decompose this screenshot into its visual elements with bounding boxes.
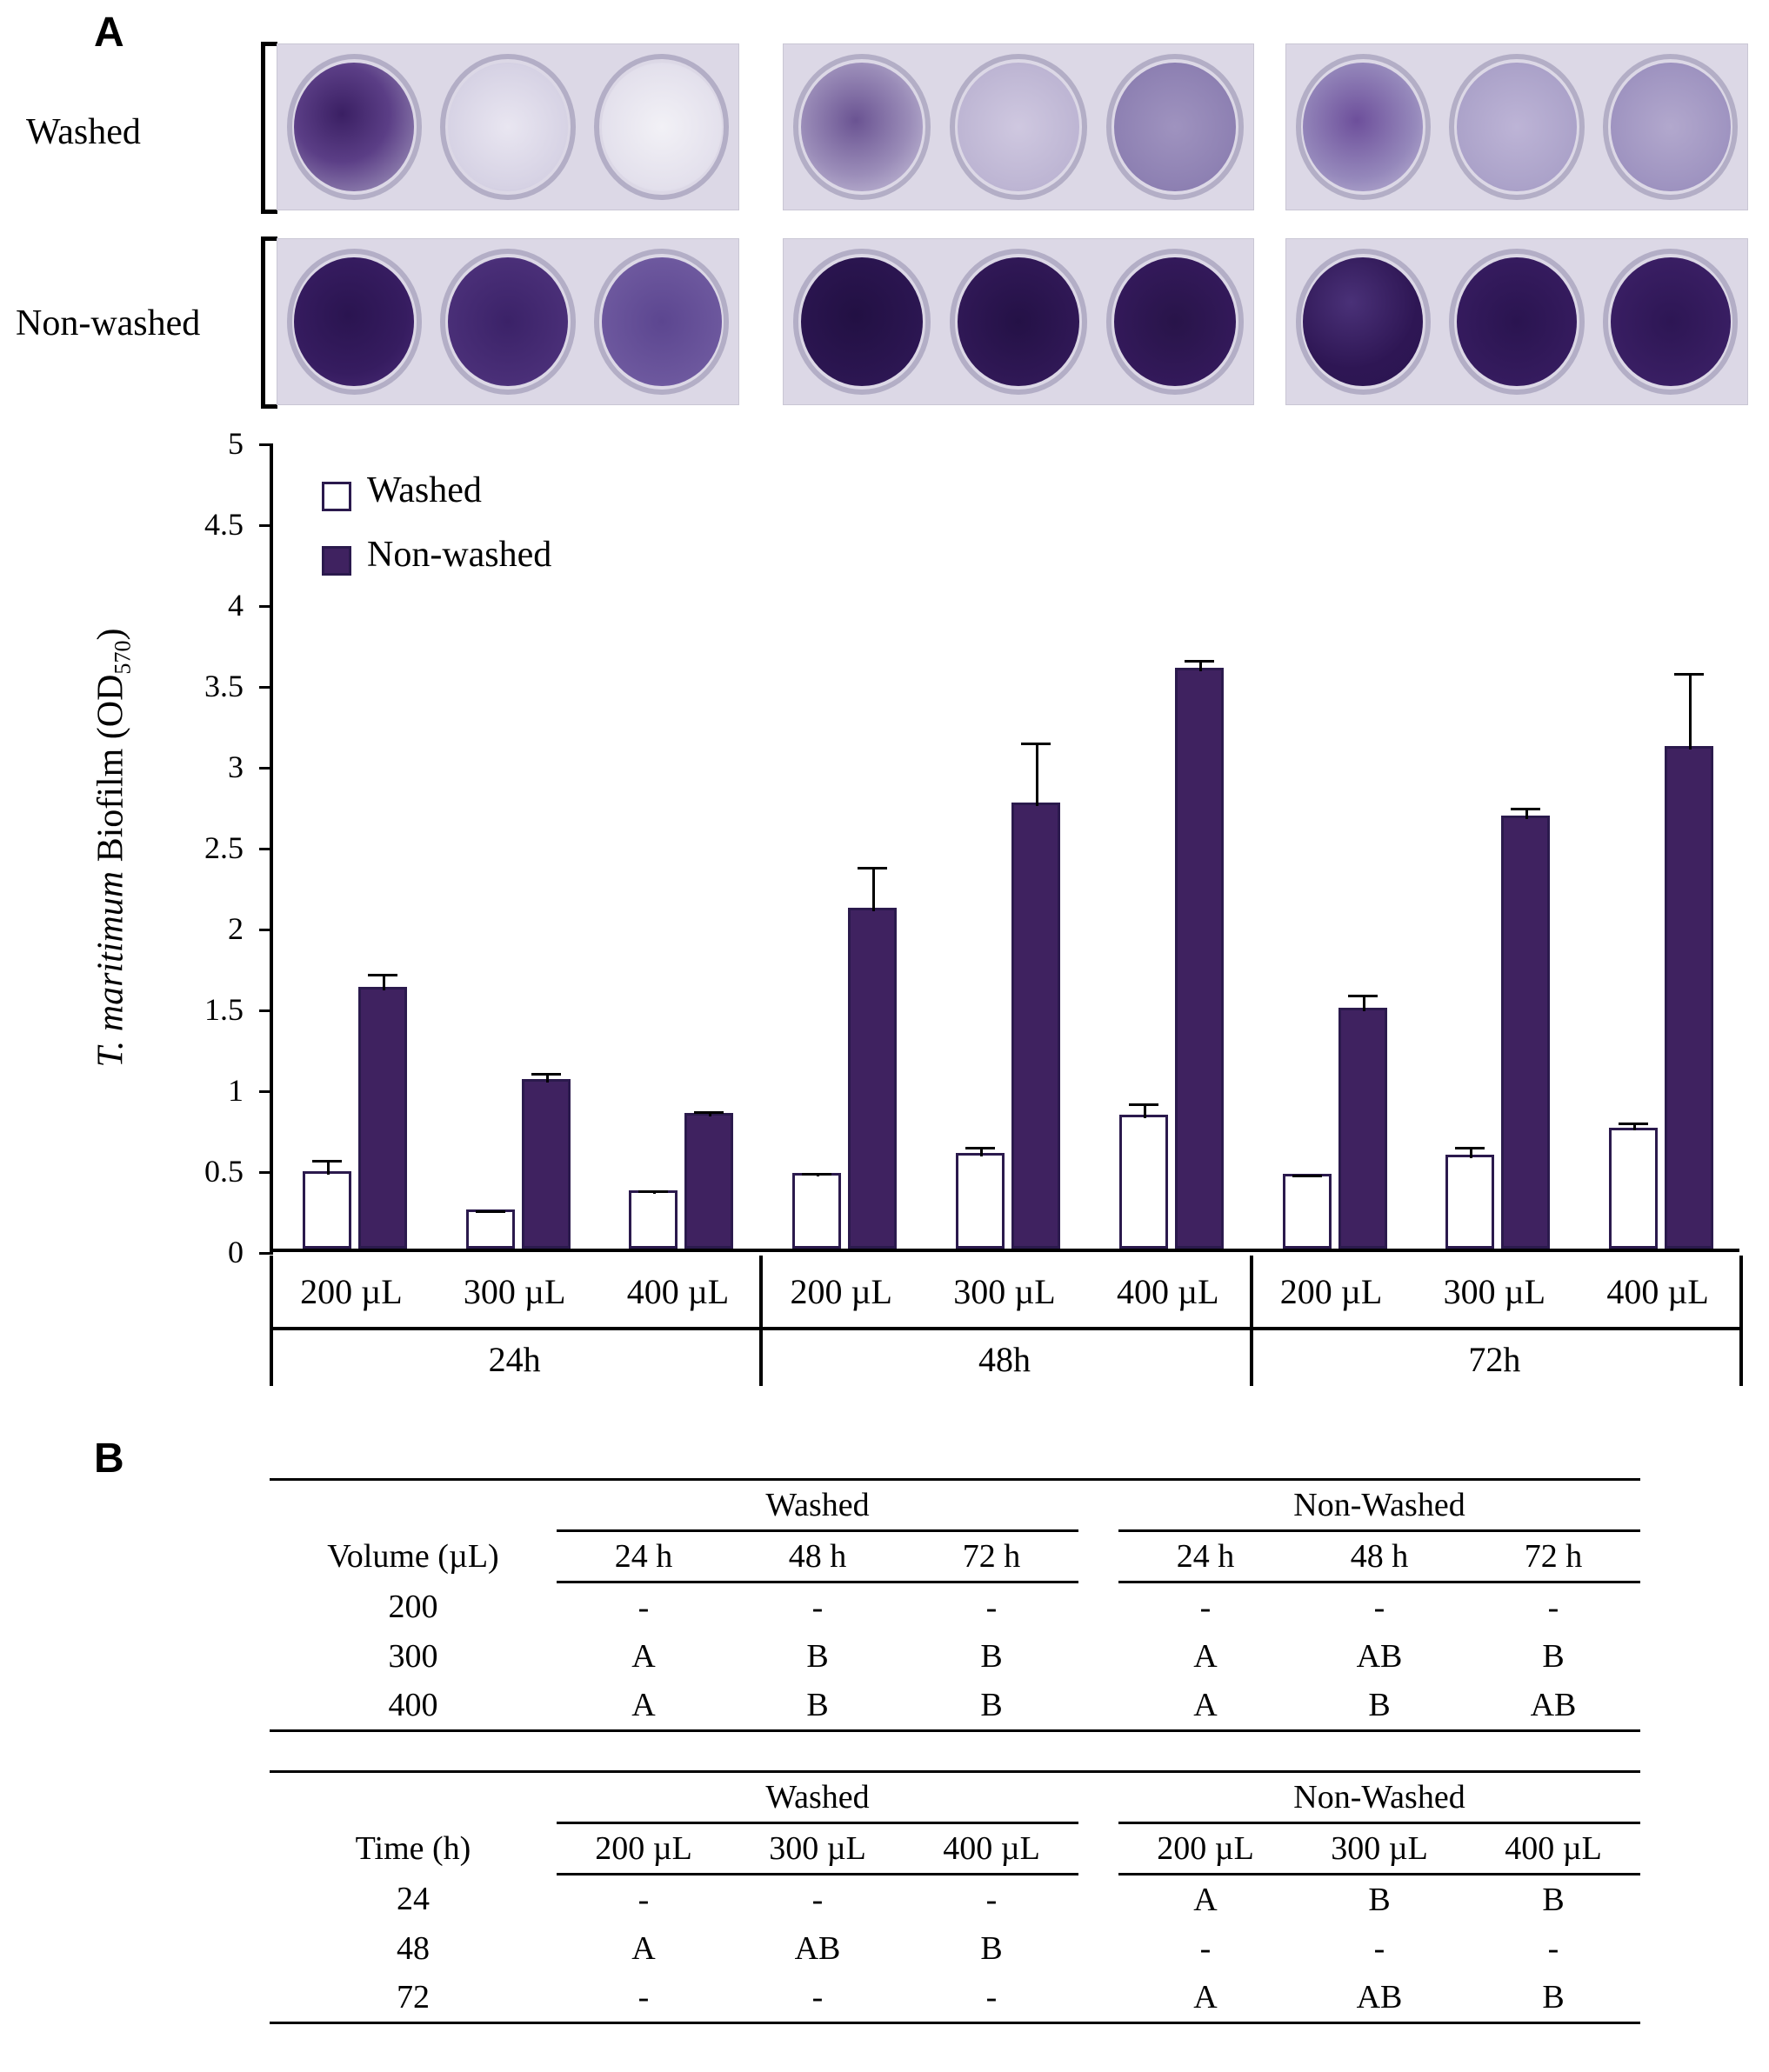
x-tick-label: 200 µL bbox=[300, 1272, 403, 1311]
table-group-header bbox=[270, 1480, 1640, 1531]
y-axis-title: T. maritimum Biofilm $(OD_{570})$ bbox=[90, 628, 136, 1068]
group-separator bbox=[1739, 1256, 1743, 1386]
row-label: 24 bbox=[397, 1881, 430, 1918]
bar bbox=[1338, 1008, 1387, 1249]
bracket-washed bbox=[261, 42, 277, 214]
table-cell: - bbox=[985, 1882, 998, 1918]
bar bbox=[358, 987, 407, 1249]
error-bar-cap bbox=[858, 867, 887, 869]
well bbox=[940, 239, 1097, 404]
y-tick-label: 1.5 bbox=[204, 992, 244, 1027]
photo-strip-washed-48h bbox=[783, 43, 1254, 210]
well bbox=[1440, 44, 1594, 210]
y-tick-mark bbox=[259, 848, 273, 850]
table-cell: B bbox=[1292, 1681, 1466, 1731]
y-tick-mark bbox=[259, 605, 273, 608]
error-bar-cap bbox=[1511, 808, 1540, 810]
table-row bbox=[270, 1973, 1640, 2023]
column-header: 72 h bbox=[905, 1531, 1078, 1582]
bar bbox=[303, 1171, 351, 1249]
x-tick-label: 300 µL bbox=[953, 1272, 1056, 1311]
x-tick-label: 300 µL bbox=[1443, 1272, 1546, 1311]
bar bbox=[684, 1113, 733, 1249]
y-tick-mark bbox=[259, 1009, 273, 1012]
bar bbox=[522, 1079, 571, 1249]
bar bbox=[1665, 746, 1713, 1249]
photo-strip-nonwashed-72h bbox=[1285, 238, 1748, 405]
photo-strip-nonwashed-24h bbox=[277, 238, 739, 405]
column-header: 400 µL bbox=[905, 1823, 1078, 1875]
table-cell: - bbox=[1199, 1930, 1212, 1967]
table-cell: A bbox=[557, 1681, 731, 1731]
photo-row-label-nonwashed: Non-washed bbox=[16, 303, 201, 343]
well bbox=[1286, 239, 1440, 404]
y-tick-mark bbox=[259, 443, 273, 446]
well bbox=[1097, 44, 1253, 210]
table-cell: A bbox=[1193, 1882, 1218, 1918]
well bbox=[431, 239, 585, 404]
error-bar-cap bbox=[1348, 995, 1378, 997]
x-tick-label: 200 µL bbox=[790, 1272, 892, 1311]
y-tick-label: 4.5 bbox=[204, 507, 244, 542]
well bbox=[277, 44, 431, 210]
x-tick-label: 400 µL bbox=[1117, 1272, 1219, 1311]
row-label: 300 bbox=[388, 1638, 438, 1675]
row-label: 400 bbox=[270, 1681, 557, 1731]
error-bar-cap bbox=[1185, 660, 1214, 663]
column-header: 300 µL bbox=[1292, 1823, 1466, 1875]
error-bar-cap bbox=[312, 1160, 342, 1163]
stat-tables bbox=[0, 1478, 1769, 2024]
error-bar bbox=[1689, 673, 1692, 749]
table-cell: B bbox=[1466, 1973, 1640, 2023]
table-cell: B bbox=[905, 1681, 1078, 1731]
photo-strip-washed-72h bbox=[1285, 43, 1748, 210]
y-tick-label: 3.5 bbox=[204, 669, 244, 703]
well bbox=[1286, 44, 1440, 210]
table-cell: A bbox=[1118, 1973, 1292, 2023]
table-cell: - bbox=[1373, 1930, 1385, 1967]
table-cell: AB bbox=[794, 1930, 841, 1967]
error-bar-cap bbox=[694, 1111, 724, 1114]
well bbox=[584, 44, 738, 210]
table-cell: - bbox=[731, 1973, 905, 2023]
error-bar-cap bbox=[802, 1173, 831, 1176]
error-bar-cap bbox=[638, 1190, 668, 1193]
group-header: Washed bbox=[557, 1480, 1078, 1531]
y-tick-mark bbox=[259, 686, 273, 689]
legend-label: Non-washed bbox=[367, 535, 552, 575]
table-row bbox=[270, 1875, 1640, 1925]
column-header: 200 µL bbox=[557, 1823, 731, 1875]
well bbox=[1593, 44, 1747, 210]
stat-table-volume bbox=[270, 1478, 1640, 1732]
y-tick-label: 2.5 bbox=[204, 830, 244, 865]
column-header: 48 h bbox=[731, 1531, 905, 1582]
table-corner bbox=[270, 1480, 557, 1531]
well bbox=[1440, 239, 1594, 404]
bar bbox=[629, 1190, 678, 1249]
bar bbox=[1501, 816, 1550, 1249]
table-row bbox=[270, 1582, 1640, 1633]
panel-b-letter: B bbox=[94, 1436, 124, 1482]
column-header: 24 h bbox=[557, 1531, 731, 1582]
photo-row-label-washed: Washed bbox=[26, 112, 141, 152]
legend-label: Washed bbox=[367, 470, 482, 510]
table-cell: - bbox=[1373, 1589, 1385, 1626]
x-tick-label: 200 µL bbox=[1279, 1272, 1383, 1311]
table-cell: B bbox=[980, 1930, 1003, 1967]
table-cell: B bbox=[980, 1638, 1003, 1675]
x-tick-label: 300 µL bbox=[463, 1272, 566, 1311]
bracket-nonwashed bbox=[261, 237, 277, 409]
well bbox=[940, 44, 1097, 210]
bar bbox=[1283, 1174, 1332, 1249]
row-label: 72 bbox=[270, 1973, 557, 2023]
axis-sub-line bbox=[270, 1327, 1739, 1330]
table-cell: AB bbox=[1356, 1638, 1403, 1675]
well bbox=[1097, 239, 1253, 404]
table-header-row bbox=[270, 1823, 1640, 1875]
error-bar-cap bbox=[1292, 1175, 1322, 1177]
stat-table-time bbox=[270, 1770, 1640, 2024]
error-bar-cap bbox=[1129, 1103, 1158, 1106]
table-cell: B bbox=[1542, 1882, 1565, 1918]
legend-swatch bbox=[322, 546, 351, 576]
bar bbox=[848, 908, 897, 1249]
group-label: 24h bbox=[488, 1340, 541, 1379]
table-cell: - bbox=[1547, 1930, 1559, 1967]
error-bar-cap bbox=[531, 1073, 561, 1076]
group-header: Washed bbox=[557, 1772, 1078, 1823]
y-tick-mark bbox=[259, 1171, 273, 1174]
row-header-title: Volume (µL) bbox=[327, 1538, 499, 1575]
y-tick-mark bbox=[259, 524, 273, 527]
table-header-row bbox=[270, 1531, 1640, 1582]
well bbox=[277, 239, 431, 404]
group-label: 48h bbox=[978, 1340, 1031, 1379]
y-tick-label: 0.5 bbox=[204, 1154, 244, 1189]
column-header: 24 h bbox=[1118, 1531, 1292, 1582]
well bbox=[784, 239, 940, 404]
table-cell: B bbox=[1368, 1882, 1391, 1918]
group-header: Non-Washed bbox=[1118, 1772, 1640, 1823]
y-tick-label: 1 bbox=[228, 1073, 244, 1108]
group-header: Non-Washed bbox=[1118, 1480, 1640, 1531]
row-header-title: Time (h) bbox=[355, 1830, 471, 1867]
y-tick-label: 2 bbox=[228, 911, 244, 946]
column-header: 200 µL bbox=[1118, 1823, 1292, 1875]
error-bar-cap bbox=[1619, 1123, 1648, 1125]
bar bbox=[1119, 1115, 1168, 1249]
photo-panel bbox=[0, 0, 1769, 426]
legend-swatch bbox=[322, 482, 351, 511]
error-bar bbox=[1036, 743, 1038, 806]
table-cell: - bbox=[557, 1973, 731, 2023]
y-tick-label: 4 bbox=[228, 588, 244, 623]
column-header: 400 µL bbox=[1466, 1823, 1640, 1875]
bar bbox=[956, 1153, 1005, 1249]
y-tick-mark bbox=[259, 1252, 273, 1255]
table-cell: A bbox=[1193, 1638, 1218, 1675]
table-corner bbox=[270, 1772, 557, 1823]
well bbox=[784, 44, 940, 210]
table-cell: A bbox=[1118, 1681, 1292, 1731]
table-cell: - bbox=[905, 1973, 1078, 2023]
y-tick-label: 3 bbox=[228, 750, 244, 784]
y-tick-label: 5 bbox=[228, 426, 244, 461]
column-header: 300 µL bbox=[731, 1823, 905, 1875]
well bbox=[431, 44, 585, 210]
error-bar-cap bbox=[368, 974, 397, 976]
photo-strip-nonwashed-48h bbox=[783, 238, 1254, 405]
row-label: 200 bbox=[388, 1589, 438, 1626]
y-tick-mark bbox=[259, 929, 273, 931]
table-cell: B bbox=[731, 1681, 905, 1731]
table-group-header bbox=[270, 1772, 1640, 1823]
y-tick-mark bbox=[259, 1090, 273, 1093]
table-row bbox=[270, 1924, 1640, 1973]
group-label: 72h bbox=[1468, 1340, 1521, 1379]
well bbox=[584, 239, 738, 404]
bar bbox=[1445, 1155, 1494, 1249]
y-tick-mark bbox=[259, 767, 273, 770]
table-spacer bbox=[1078, 1772, 1118, 1823]
table-cell: A bbox=[631, 1638, 656, 1675]
table-cell: AB bbox=[1292, 1973, 1466, 2023]
column-header: 48 h bbox=[1292, 1531, 1466, 1582]
error-bar-cap bbox=[1674, 673, 1704, 676]
bar-chart bbox=[0, 426, 1769, 1435]
bar bbox=[466, 1209, 515, 1249]
table-spacer bbox=[1078, 1480, 1118, 1531]
error-bar-cap bbox=[1021, 743, 1051, 745]
table-cell: - bbox=[1199, 1589, 1212, 1626]
photo-strip-washed-24h bbox=[277, 43, 739, 210]
x-tick-label: 400 µL bbox=[1606, 1272, 1709, 1311]
panel-a-letter: A bbox=[94, 10, 124, 56]
table-row bbox=[270, 1632, 1640, 1681]
column-header: 72 h bbox=[1466, 1531, 1640, 1582]
table-cell: - bbox=[638, 1882, 650, 1918]
y-tick-label: 0 bbox=[228, 1235, 244, 1269]
table-cell: - bbox=[811, 1589, 824, 1626]
row-label: 48 bbox=[397, 1930, 430, 1967]
bar bbox=[1609, 1128, 1658, 1249]
table-cell: A bbox=[631, 1930, 656, 1967]
table-cell: - bbox=[811, 1882, 824, 1918]
well bbox=[1593, 239, 1747, 404]
table-row bbox=[270, 1681, 1640, 1731]
table-cell: - bbox=[985, 1589, 998, 1626]
table-cell: B bbox=[1542, 1638, 1565, 1675]
bar bbox=[792, 1173, 841, 1249]
error-bar-cap bbox=[476, 1210, 505, 1213]
table-cell: AB bbox=[1466, 1681, 1640, 1731]
bar bbox=[1011, 803, 1060, 1249]
bar bbox=[1175, 668, 1224, 1249]
table-cell: B bbox=[806, 1638, 829, 1675]
x-tick-label: 400 µL bbox=[626, 1272, 730, 1311]
error-bar-cap bbox=[1455, 1147, 1485, 1149]
table-cell: - bbox=[638, 1589, 650, 1626]
table-cell: - bbox=[1547, 1589, 1559, 1626]
error-bar bbox=[872, 867, 875, 910]
error-bar-cap bbox=[965, 1147, 995, 1149]
